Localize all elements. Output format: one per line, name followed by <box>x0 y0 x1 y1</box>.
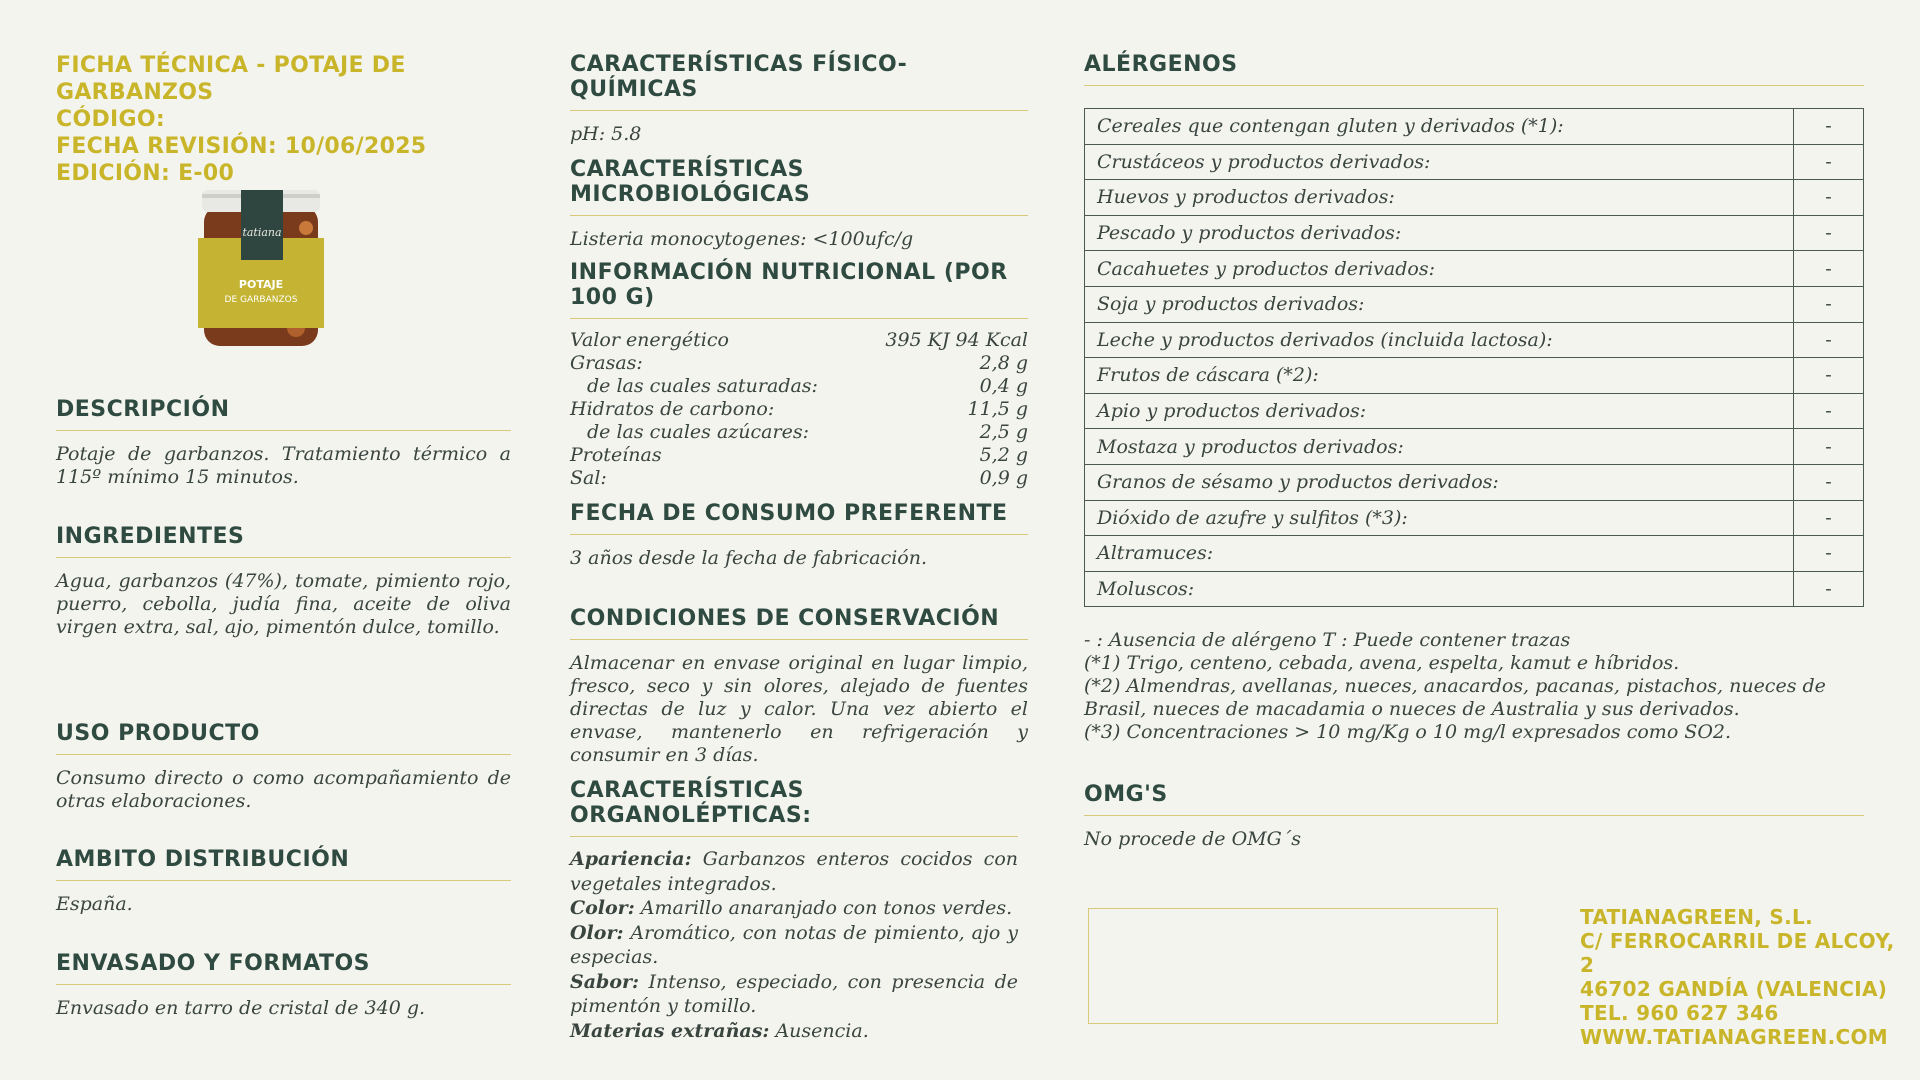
organoleptic-list <box>570 847 1018 1043</box>
organoleptic-item <box>570 1019 1018 1044</box>
allergens-section <box>1084 52 1864 744</box>
allergen-name: Moluscos: <box>1085 571 1794 607</box>
allergen-name: Mostaza y productos derivados: <box>1085 429 1794 465</box>
allergen-value: - <box>1794 109 1864 145</box>
best-before-heading: FECHA DE CONSUMO PREFERENTE <box>570 501 1028 535</box>
table-row <box>1085 536 1864 572</box>
distribution-heading: AMBITO DISTRIBUCIÓN <box>56 847 511 881</box>
allergen-name: Apio y productos derivados: <box>1085 393 1794 429</box>
company-phone: TEL. 960 627 346 <box>1580 1001 1779 1025</box>
allergens-table <box>1084 108 1864 607</box>
description-heading: DESCRIPCIÓN <box>56 397 511 431</box>
micro-heading: CARACTERÍSTICAS MICROBIOLÓGICAS <box>570 157 1028 216</box>
table-row <box>1085 500 1864 536</box>
table-row <box>1085 571 1864 607</box>
table-row <box>1085 180 1864 216</box>
allergen-name: Pescado y productos derivados: <box>1085 215 1794 251</box>
allergen-value: - <box>1794 180 1864 216</box>
allergen-value: - <box>1794 322 1864 358</box>
allergen-value: - <box>1794 144 1864 180</box>
gmo-heading: OMG'S <box>1084 782 1864 816</box>
product-jar-image <box>196 188 326 353</box>
ingredients-heading: INGREDIENTES <box>56 524 511 558</box>
allergen-value: - <box>1794 393 1864 429</box>
nutrition-label: Grasas: <box>570 352 643 374</box>
jar-brand-text: tatiana <box>242 226 282 239</box>
allergen-note: - : Ausencia de alérgeno T : Puede contener trazas <box>1084 629 1571 652</box>
physchem-section <box>570 52 1028 146</box>
organoleptic-label: Color: <box>570 897 635 919</box>
table-row <box>1085 358 1864 394</box>
allergen-value: - <box>1794 500 1864 536</box>
allergen-note: (*1) Trigo, centeno, cebada, avena, espelta, kamut e híbridos. <box>1084 652 1680 675</box>
nutrition-label: de las cuales saturadas: <box>587 375 818 397</box>
storage-heading: CONDICIONES DE CONSERVACIÓN <box>570 606 1028 640</box>
allergen-notes <box>1084 629 1864 744</box>
nutrition-row <box>570 398 1028 421</box>
nutrition-label: Valor energético <box>570 329 729 351</box>
best-before-text: 3 años desde la fecha de fabricación. <box>570 547 928 569</box>
table-row <box>1085 393 1864 429</box>
ingredients-section <box>56 524 511 639</box>
table-row <box>1085 109 1864 145</box>
allergen-name: Soja y productos derivados: <box>1085 286 1794 322</box>
organoleptic-text: Intenso, especiado, con presencia de pimentón y tomillo. <box>570 970 1018 1017</box>
allergen-name: Altramuces: <box>1085 536 1794 572</box>
nutrition-value: 0,4 g <box>979 375 1028 397</box>
table-row <box>1085 144 1864 180</box>
code-label: CÓDIGO: <box>56 107 165 132</box>
jar-label-line1: POTAJE <box>238 278 284 291</box>
nutrition-value: 2,8 g <box>979 352 1028 374</box>
storage-section <box>570 606 1028 767</box>
nutrition-label: Hidratos de carbono: <box>570 398 775 420</box>
allergen-note: (*3) Concentraciones > 10 mg/Kg o 10 mg/l expresados como SO2. <box>1084 721 1732 744</box>
organoleptic-label: Materias extrañas: <box>570 1019 770 1042</box>
jar-label-line2: DE GARBANZOS <box>224 295 298 305</box>
ingredients-text: Agua, garbanzos (47%), tomate, pimiento rojo, puerro, cebolla, judía fina, aceite de oliva virgen extra, sal, ajo, pimentón dulce, tomillo. <box>56 570 511 638</box>
allergen-note: (*2) Almendras, avellanas, nueces, anacardos, pacanas, pistachos, nueces de Brasil, nueces de macadamia o nueces de Australia y sus derivados. <box>1084 675 1826 721</box>
table-row <box>1085 251 1864 287</box>
table-row <box>1085 464 1864 500</box>
organoleptic-item <box>570 896 1018 921</box>
organoleptic-text: Ausencia. <box>769 1019 869 1042</box>
nutrition-row <box>570 421 1028 444</box>
company-info <box>1580 905 1910 1049</box>
nutrition-value: 2,5 g <box>979 421 1028 443</box>
allergen-value: - <box>1794 536 1864 572</box>
physchem-text: pH: 5.8 <box>570 123 642 145</box>
table-row <box>1085 322 1864 358</box>
nutrition-value: 5,2 g <box>979 444 1028 466</box>
organoleptic-text: Aromático, con notas de pimiento, ajo y especias. <box>570 921 1018 968</box>
nutrition-row <box>570 329 1028 352</box>
nutrition-row <box>570 444 1028 467</box>
allergen-value: - <box>1794 215 1864 251</box>
allergens-heading: ALÉRGENOS <box>1084 52 1864 86</box>
allergen-name: Cereales que contengan gluten y derivados (*1): <box>1085 109 1794 145</box>
organoleptic-item <box>570 970 1018 1019</box>
allergen-name: Frutos de cáscara (*2): <box>1085 358 1794 394</box>
sheet-title: FICHA TÉCNICA - POTAJE DE GARBANZOS <box>56 53 406 105</box>
usage-section <box>56 721 511 813</box>
edition-label: EDICIÓN: E-00 <box>56 161 235 186</box>
gmo-text: No procede de OMG´s <box>1084 828 1302 850</box>
revision-date: FECHA REVISIÓN: 10/06/2025 <box>56 134 427 159</box>
table-row <box>1085 286 1864 322</box>
best-before-section <box>570 501 1028 570</box>
description-section <box>56 397 511 489</box>
organoleptic-label: Olor: <box>570 921 624 944</box>
nutrition-section <box>570 260 1028 490</box>
allergen-name: Dióxido de azufre y sulfitos (*3): <box>1085 500 1794 536</box>
header-block <box>56 52 516 187</box>
packaging-heading: ENVASADO Y FORMATOS <box>56 951 511 985</box>
nutrition-label: Proteínas <box>570 444 662 466</box>
usage-text: Consumo directo o como acompañamiento de otras elaboraciones. <box>56 767 511 812</box>
organoleptic-label: Apariencia: <box>570 848 692 870</box>
nutrition-value: 395 KJ 94 Kcal <box>885 329 1028 351</box>
organoleptic-item <box>570 847 1018 896</box>
allergen-name: Leche y productos derivados (incluida lactosa): <box>1085 322 1794 358</box>
nutrition-row <box>570 467 1028 490</box>
micro-section <box>570 157 1028 251</box>
company-name: TATIANAGREEN, S.L. <box>1580 905 1813 929</box>
organoleptic-text: Garbanzos enteros cocidos con vegetales integrados. <box>570 848 1018 895</box>
signature-box <box>1088 908 1498 1024</box>
organoleptic-item <box>570 921 1018 970</box>
table-row <box>1085 215 1864 251</box>
company-address: C/ FERROCARRIL DE ALCOY, 2 <box>1580 929 1895 977</box>
allergen-name: Cacahuetes y productos derivados: <box>1085 251 1794 287</box>
allergen-value: - <box>1794 429 1864 465</box>
company-city: 46702 GANDÍA (VALENCIA) <box>1580 977 1888 1001</box>
nutrition-value: 11,5 g <box>967 398 1028 420</box>
nutrition-heading: INFORMACIÓN NUTRICIONAL (POR 100 G) <box>570 260 1028 319</box>
allergen-value: - <box>1794 464 1864 500</box>
nutrition-label: de las cuales azúcares: <box>587 421 809 443</box>
nutrition-row <box>570 375 1028 398</box>
micro-text: Listeria monocytogenes: <100ufc/g <box>570 228 914 250</box>
organoleptic-section <box>570 778 1018 1043</box>
allergen-name: Granos de sésamo y productos derivados: <box>1085 464 1794 500</box>
distribution-text: España. <box>56 893 133 915</box>
distribution-section <box>56 847 511 916</box>
gmo-section <box>1084 782 1864 851</box>
description-text: Potaje de garbanzos. Tratamiento térmico a 115º mínimo 15 minutos. <box>56 443 511 488</box>
organoleptic-heading: CARACTERÍSTICAS ORGANOLÉPTICAS: <box>570 778 1018 837</box>
storage-text: Almacenar en envase original en lugar limpio, fresco, seco y sin olores, alejado de fuentes directas de luz y calor. Una vez abierto el envase, mantenerlo en refrigeración y consumir en 3 días. <box>570 652 1028 766</box>
allergen-value: - <box>1794 286 1864 322</box>
nutrition-row <box>570 352 1028 375</box>
company-web[interactable]: WWW.TATIANAGREEN.COM <box>1580 1025 1889 1049</box>
organoleptic-label: Sabor: <box>570 970 640 993</box>
allergen-value: - <box>1794 571 1864 607</box>
nutrition-label: Sal: <box>570 467 607 489</box>
allergen-name: Huevos y productos derivados: <box>1085 180 1794 216</box>
physchem-heading: CARACTERÍSTICAS FÍSICO-QUÍMICAS <box>570 52 1028 111</box>
allergen-value: - <box>1794 251 1864 287</box>
packaging-text: Envasado en tarro de cristal de 340 g. <box>56 997 426 1019</box>
nutrition-table <box>570 329 1028 490</box>
allergen-value: - <box>1794 358 1864 394</box>
table-row <box>1085 429 1864 465</box>
nutrition-value: 0,9 g <box>979 467 1028 489</box>
packaging-section <box>56 951 511 1020</box>
usage-heading: USO PRODUCTO <box>56 721 511 755</box>
organoleptic-text: Amarillo anaranjado con tonos verdes. <box>634 897 1013 919</box>
allergen-name: Crustáceos y productos derivados: <box>1085 144 1794 180</box>
